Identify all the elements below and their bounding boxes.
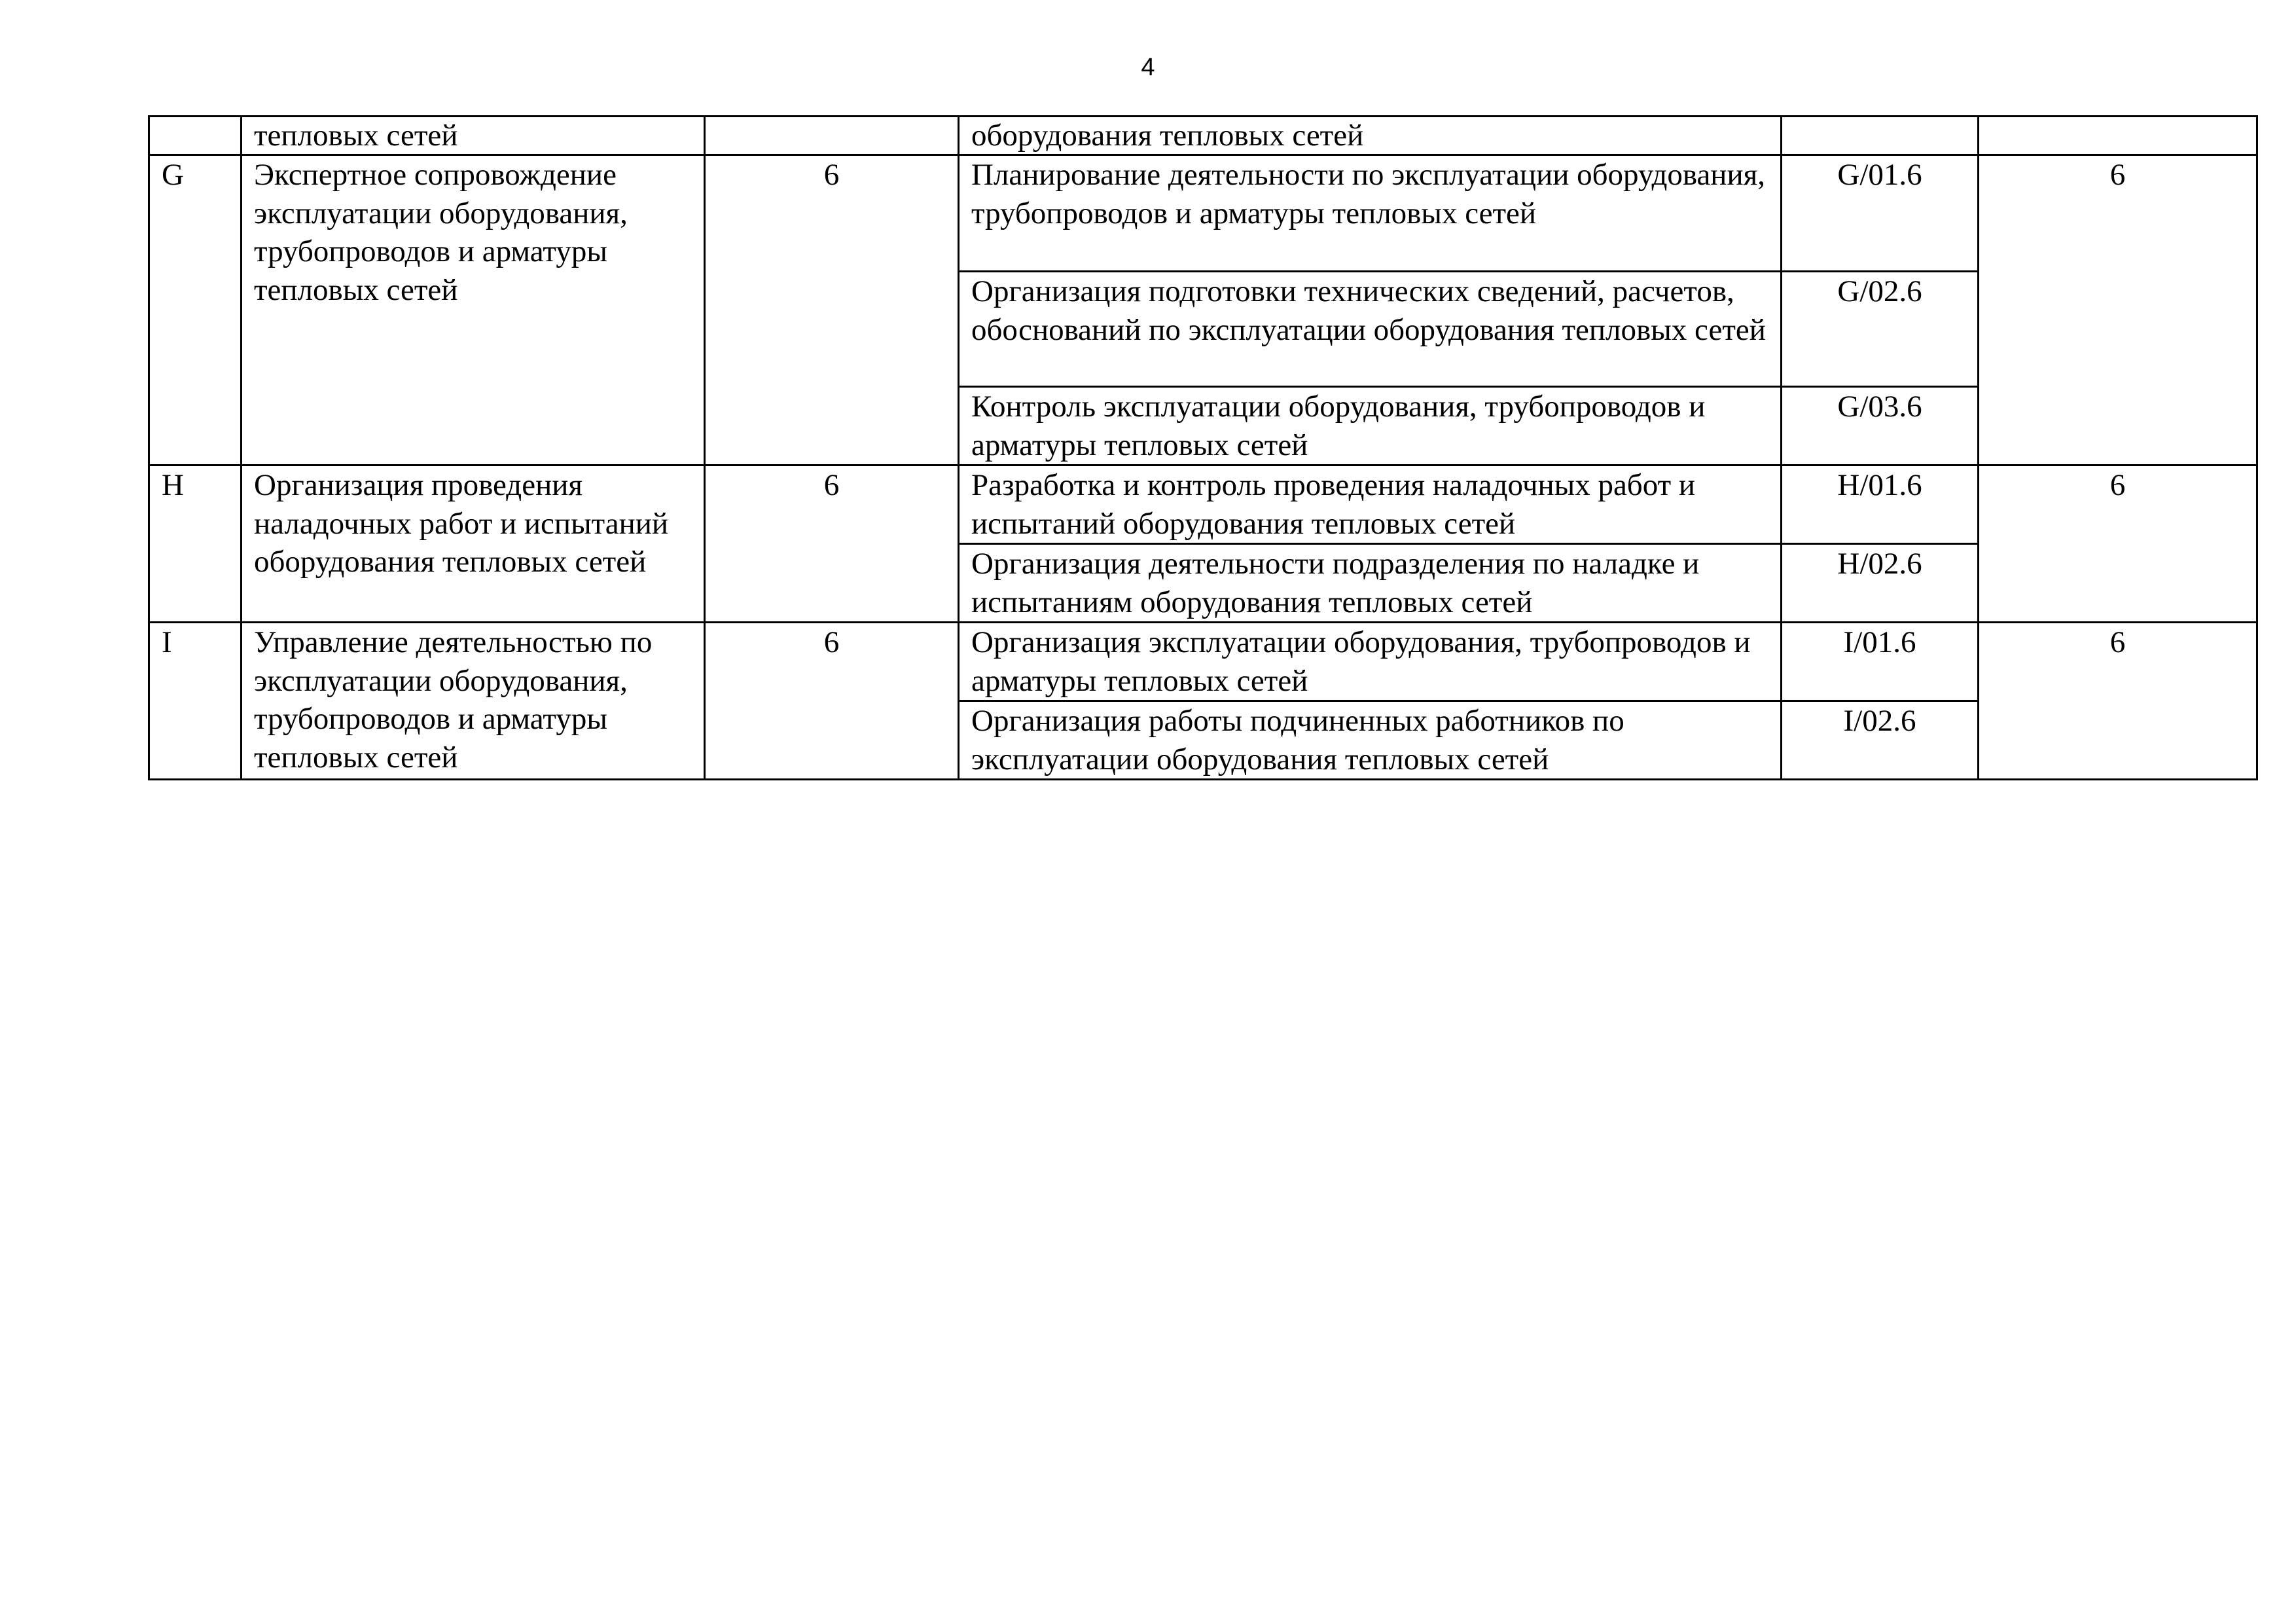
labor-function-name: Организация эксплуатации оборудования, трубопроводов и арматуры тепловых сетей: [959, 623, 1782, 701]
labor-function-name: Планирование деятельности по эксплуатации оборудования, трубопроводов и арматуры тепловых сетей: [959, 155, 1782, 272]
labor-function-name: Организация работы подчиненных работников по эксплуатации оборудования тепловых сетей: [959, 701, 1782, 780]
cont-labor-function: оборудования тепловых сетей: [959, 117, 1782, 155]
group-sublevel-g: 6: [1979, 155, 2257, 465]
labor-function-code: H/02.6: [1782, 544, 1979, 623]
group-name-h: Организация проведения наладочных работ и испытаний оборудования тепловых сетей: [242, 465, 705, 623]
cont-fcode-cell: [1782, 117, 1979, 155]
labor-function-code: G/02.6: [1782, 272, 1979, 387]
cont-level-cell: [705, 117, 959, 155]
table-row: [149, 155, 2257, 272]
group-level-h: 6: [705, 465, 959, 623]
labor-function-code: H/01.6: [1782, 465, 1979, 544]
group-code-h: H: [149, 465, 242, 623]
functions-table: [148, 115, 2258, 780]
cont-function-name: тепловых сетей: [242, 117, 705, 155]
table-row: [149, 623, 2257, 701]
cont-sublevel-cell: [1979, 117, 2257, 155]
group-name-i: Управление деятельностью по эксплуатации оборудования, трубопроводов и арматуры тепловых сетей: [242, 623, 705, 780]
labor-function-name: Организация деятельности подразделения по наладке и испытаниям оборудования тепловых сетей: [959, 544, 1782, 623]
group-sublevel-i: 6: [1979, 623, 2257, 780]
labor-function-code: G/01.6: [1782, 155, 1979, 272]
group-code-g: G: [149, 155, 242, 465]
labor-function-code: I/02.6: [1782, 701, 1979, 780]
table-row: [149, 465, 2257, 544]
cont-code-cell: [149, 117, 242, 155]
labor-function-name: Контроль эксплуатации оборудования, трубопроводов и арматуры тепловых сетей: [959, 387, 1782, 465]
group-code-i: I: [149, 623, 242, 780]
labor-function-name: Разработка и контроль проведения наладочных работ и испытаний оборудования тепловых сетей: [959, 465, 1782, 544]
labor-function-code: I/01.6: [1782, 623, 1979, 701]
group-sublevel-h: 6: [1979, 465, 2257, 623]
labor-function-code: G/03.6: [1782, 387, 1979, 465]
group-level-g: 6: [705, 155, 959, 465]
continuation-row: [149, 117, 2257, 155]
group-name-g: Экспертное сопровождение эксплуатации оборудования, трубопроводов и арматуры тепловых сетей: [242, 155, 705, 465]
page-number: 4: [1141, 54, 1155, 81]
labor-function-name: Организация подготовки технических сведений, расчетов, обоснований по эксплуатации оборудования тепловых сетей: [959, 272, 1782, 387]
group-level-i: 6: [705, 623, 959, 780]
